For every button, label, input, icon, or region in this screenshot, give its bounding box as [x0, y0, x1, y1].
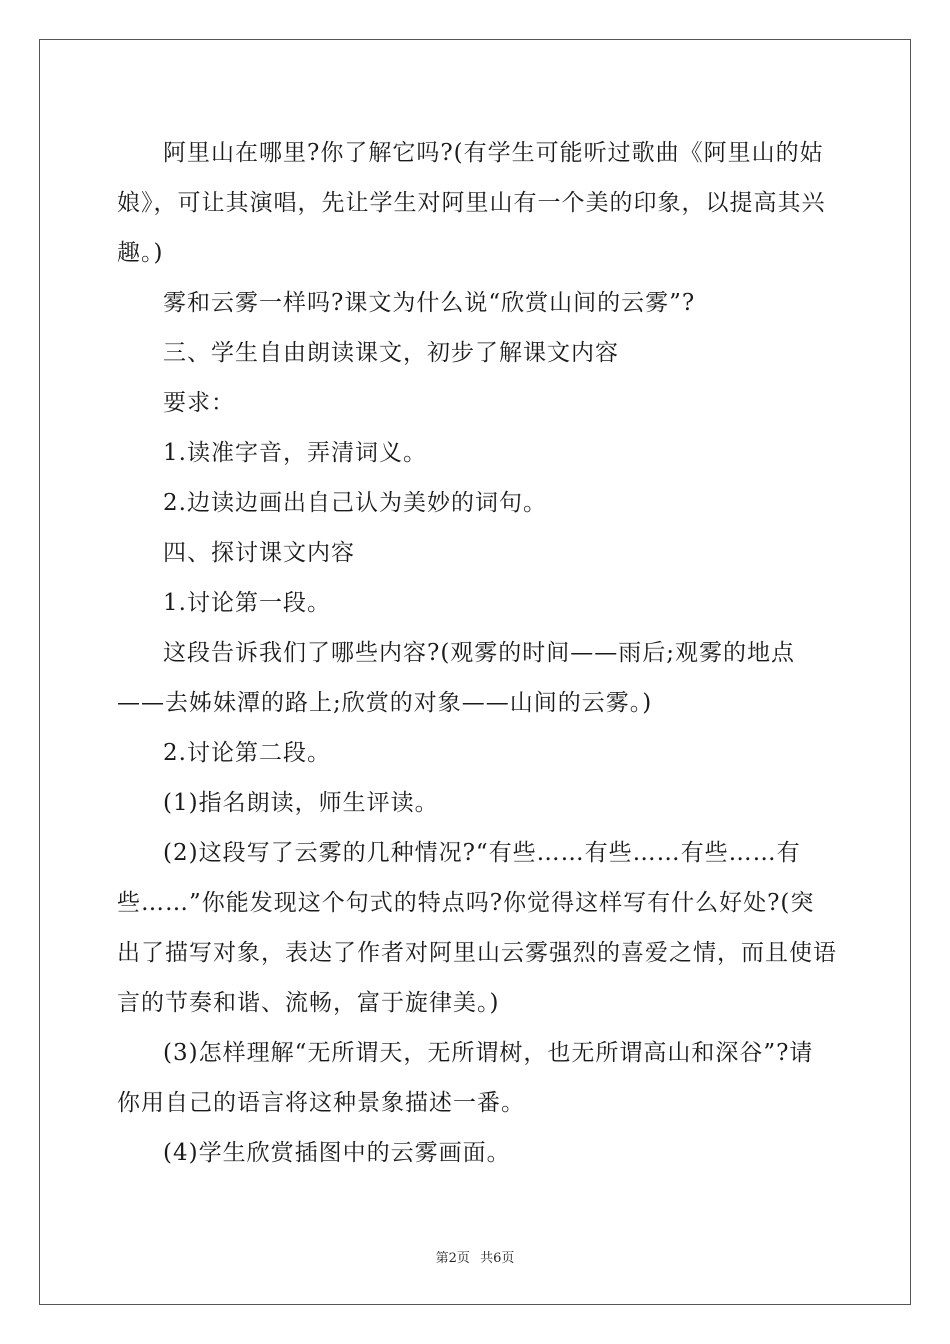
page-total: 共6页 [480, 1251, 515, 1266]
list-item: (1)指名朗读，师生评读。 [163, 790, 439, 816]
list-item: (2)这段写了云雾的几种情况?“有些……有些……有些……有些……”你能发现这个句式的特点吗?你觉得这样写有什么好处?(突出了描写对象，表达了作者对阿里山云雾强烈的喜爱之情，而且使语言的节奏和谐、流畅，富于旋律美。) [117, 840, 837, 1016]
list-item: 1.读准字音，弄清词义。 [163, 440, 427, 466]
list-item: 2.讨论第二段。 [163, 740, 331, 766]
list-item: (4)学生欣赏插图中的云雾画面。 [163, 1140, 511, 1166]
document-body [117, 128, 837, 1178]
paragraph: 阿里山在哪里?你了解它吗?(有学生可能听过歌曲《阿里山的姑娘》，可让其演唱，先让学生对阿里山有一个美的印象，以提高其兴趣。) [117, 140, 826, 266]
page-footer [0, 1247, 950, 1266]
list-item: 1.讨论第一段。 [163, 590, 331, 616]
page-number: 第2页 [435, 1251, 470, 1266]
section-heading: 三、学生自由朗读课文，初步了解课文内容 [163, 340, 619, 366]
list-item: (3)怎样理解“无所谓天，无所谓树，也无所谓高山和深谷”?请你用自己的语言将这种景象描述一番。 [117, 1040, 814, 1116]
paragraph: 要求： [163, 390, 235, 416]
section-heading: 四、探讨课文内容 [163, 540, 355, 566]
list-item: 2.边读边画出自己认为美妙的词句。 [163, 490, 547, 516]
paragraph: 雾和云雾一样吗?课文为什么说“欣赏山间的云雾”? [163, 290, 696, 316]
paragraph: 这段告诉我们了哪些内容?(观雾的时间——雨后;观雾的地点——去姊妹潭的路上;欣赏的对象——山间的云雾。) [117, 640, 796, 716]
